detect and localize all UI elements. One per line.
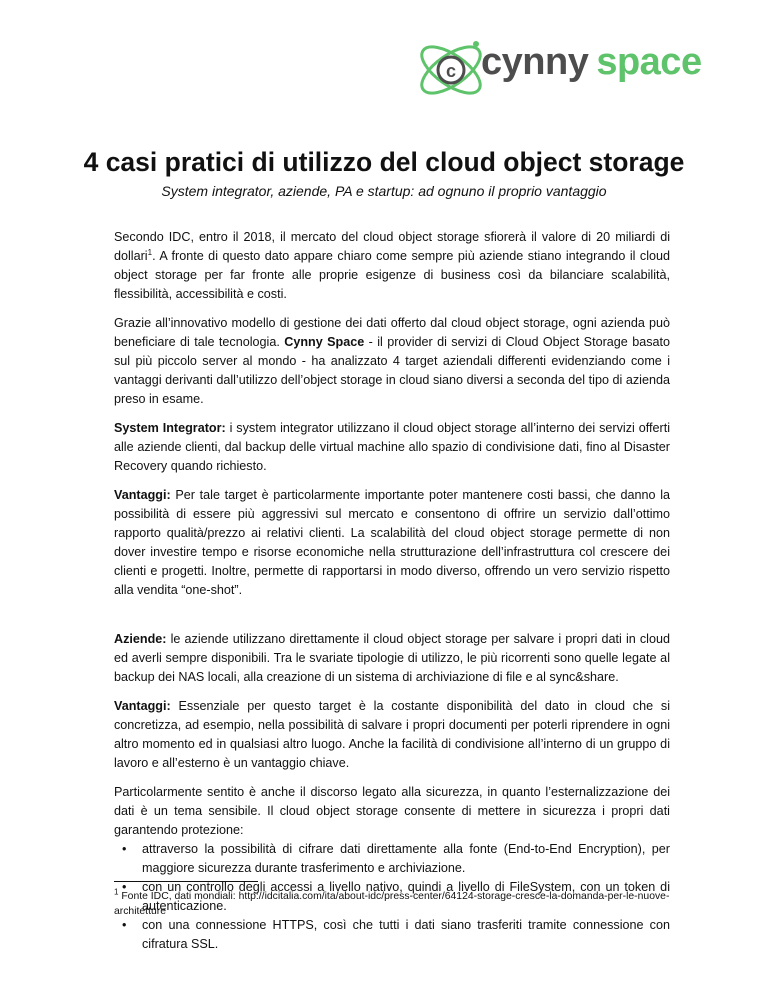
logo-word-space: space (596, 41, 702, 83)
list-item: • con un controllo degli accessi a livello nativo, quindi a livello di FileSystem, con un token di autenticazione. (142, 878, 670, 916)
section-label: Vantaggi: (114, 488, 171, 502)
paragraph-text: Per tale target è particolarmente importante poter mantenere costi bassi, che danno la possibilità di essere più aggressivi sul mercato e consentono di offrire un servizio dall’ottimo rapporto qualità/prezzo ai relativi clienti. La scalabilità del cloud object storage permette di non dover investire tempo e risorse economiche nella strutturazione dell’infrastruttura col crescere dei clienti e progetti. Inoltre, permette di rapportarsi in modo diverso, offrendo un vero servizio rispetto alla vendita “one-shot”. (114, 488, 670, 597)
footnote-separator (114, 881, 258, 882)
section-label: System Integrator: (114, 421, 226, 435)
paragraph-text: Grazie all’innovativo modello di gestione dei dati offerto dal cloud object storage, ogni azienda può beneficiare di tale tecnologia. (114, 316, 670, 349)
paragraph-text: Essenziale per questo target è la costante disponibilità del dato in cloud che si concretizza, ad esempio, nella possibilità di salvare i propri documenti per poterli riprendere in ogni altro momento ed in qualsiasi altro luogo. Anche la facilità di condivisione all’interno di un gruppo di lavoro e all’esterno è un vantaggio chiave. (114, 699, 670, 770)
footnote (114, 889, 674, 919)
logo-word-cynny: cynny (481, 41, 589, 83)
footnote-number: 1 (114, 887, 119, 897)
paragraph-vantaggi-si (114, 486, 670, 600)
cynny-space-logo (413, 22, 702, 108)
logo-wordmark (481, 38, 702, 86)
paragraph-text-end: - il provider di servizi di Cloud Object Storage basato sul più piccolo server al mondo - ha analizzato 4 target aziendali differenti evidenziando come i vantaggi derivanti dall’utilizzo dell’object storage in cloud siano diversi a seconda del tipo di azienda preso in esame. (114, 335, 671, 406)
document-title: 4 casi pratici di utilizzo del cloud object storage (83, 147, 685, 177)
paragraph-sicurezza: Particolarmente sentito è anche il discorso legato alla sicurezza, in quanto l’esternalizzazione dei dati è un tema sensibile. Il cloud object storage consente di mettere in sicurezza i propri dati garantendo protezione: (114, 785, 670, 837)
paragraph-cynny-space (114, 314, 670, 409)
logo-mark-letter: c (445, 61, 457, 81)
section-label: Aziende: (114, 632, 167, 646)
intro-text: Secondo IDC, entro il 2018, il mercato del cloud object storage sfiorerà il valore di 20 miliardi di dollari (114, 230, 670, 263)
spacer (114, 610, 670, 630)
document-body (114, 228, 670, 954)
paragraph-text: i system integrator utilizzano il cloud object storage all’interno dei servizi offerti alle aziende clienti, dal backup delle virtual machine allo spazio di condivisione dati, fino al Disaster Recovery quando richiesto. (114, 421, 670, 473)
list-item: • attraverso la possibilità di cifrare dati direttamente alla fonte (End-to-End Encryption), per maggiore sicurezza durante trasferimento e archiviazione. (142, 840, 670, 878)
paragraph-aziende (114, 630, 670, 687)
paragraph-intro (114, 228, 670, 304)
list-item: • con una connessione HTTPS, così che tutti i dati siano trasferiti tramite connessione con cifratura SSL. (142, 916, 670, 954)
document-subtitle: System integrator, aziende, PA e startup: ad ognuno il proprio vantaggio (161, 183, 607, 199)
company-name: Cynny Space (284, 335, 365, 349)
paragraph-system-integrator (114, 419, 670, 476)
intro-text-end: . A fronte di questo dato appare chiaro come sempre più aziende stiano integrando il cloud object storage per far fronte alle proprie esigenze di business così da bilanciare scalabilità, flessibilità, accessibilità e costi. (114, 249, 670, 301)
footnote-ref: 1 (147, 247, 153, 257)
paragraph-vantaggi-aziende (114, 697, 670, 773)
section-label: Vantaggi: (114, 699, 171, 713)
footnote-text: Fonte IDC, dati mondiali: http://idcitalia.com/ita/about-idc/press-center/64124-storage-cresce-la-domanda-per-le-nuove-architetture (114, 891, 670, 917)
paragraph-text: le aziende utilizzano direttamente il cloud object storage per salvare i propri dati in cloud ed averli sempre disponibili. Tra le svariate tipologie di utilizzo, le più ricorrenti sono quelle legate al backup dei NAS locali, alla creazione di un sistema di archiviazione di file e al sync&share. (114, 632, 670, 684)
